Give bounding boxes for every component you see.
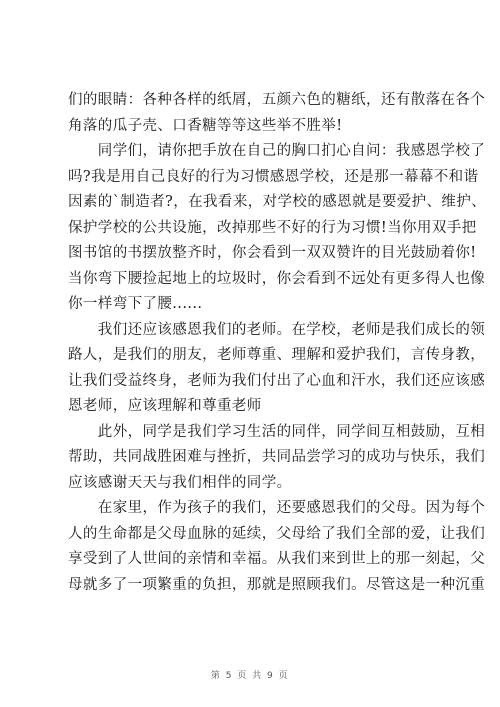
text-line: 同学们，请你把手放在自己的胸口扪心自问：我感恩学校了 xyxy=(68,143,486,159)
text-line: 们的眼睛：各种各样的纸屑，五颜六色的糖纸，还有散落在各个 xyxy=(68,92,486,108)
text-line: 帮助，共同战胜困难与挫折，共同品尝学习的成功与快乐，我们 xyxy=(68,449,486,465)
text-line: 路人，是我们的朋友，老师尊重、理解和爱护我们，言传身教， xyxy=(68,347,486,363)
text-line: 人的生命都是父母血脉的延续，父母给了我们全部的爱，让我们 xyxy=(68,525,486,542)
text-line: 让我们受益终身，老师为我们付出了心血和汗水，我们还应该感 xyxy=(68,372,486,389)
text-line: 当你弯下腰捡起地上的垃圾时，你会看到不远处有更多得人也像 xyxy=(68,270,486,287)
text-line: 此外，同学是我们学习生活的同伴，同学间互相鼓励，互相 xyxy=(68,423,486,440)
text-line: 吗?我是用自己良好的行为习惯感恩学校，还是那一幕幕不和谐 xyxy=(68,168,479,185)
text-line: 母就多了一项繁重的负担，那就是照顾我们。尽管这是一种沉重 xyxy=(68,576,486,593)
text-line: 角落的瓜子壳、口香糖等等这些举不胜举! xyxy=(68,117,343,134)
text-line: 我们还应该感恩我们的老师。在学校，老师是我们成长的领 xyxy=(68,321,486,338)
text-line: 在家里，作为孩子的我们，还要感恩我们的父母。因为每个 xyxy=(68,500,486,516)
text-line: 恩老师，应该理解和尊重老师 xyxy=(68,398,262,414)
text-line: 享受到了人世间的亲情和幸福。从我们来到世上的那一刻起，父 xyxy=(68,551,486,567)
text-line: 保护学校的公共设施，改掉那些不好的行为习惯!当你用双手把 xyxy=(68,219,477,236)
text-line: 图书馆的书摆放整齐时，你会看到一双双赞许的目光鼓励着你! xyxy=(68,245,477,261)
text-line: 应该感谢天天与我们相伴的同学。 xyxy=(68,474,292,491)
document-body xyxy=(68,88,487,598)
page-footer: 第 5 页 共 9 页 xyxy=(210,671,290,681)
text-line: 你一样弯下了腰...... xyxy=(68,296,203,312)
text-line: 因素的`制造者?，在我看来，对学校的感恩就是要爱护、维护、 xyxy=(68,194,487,210)
